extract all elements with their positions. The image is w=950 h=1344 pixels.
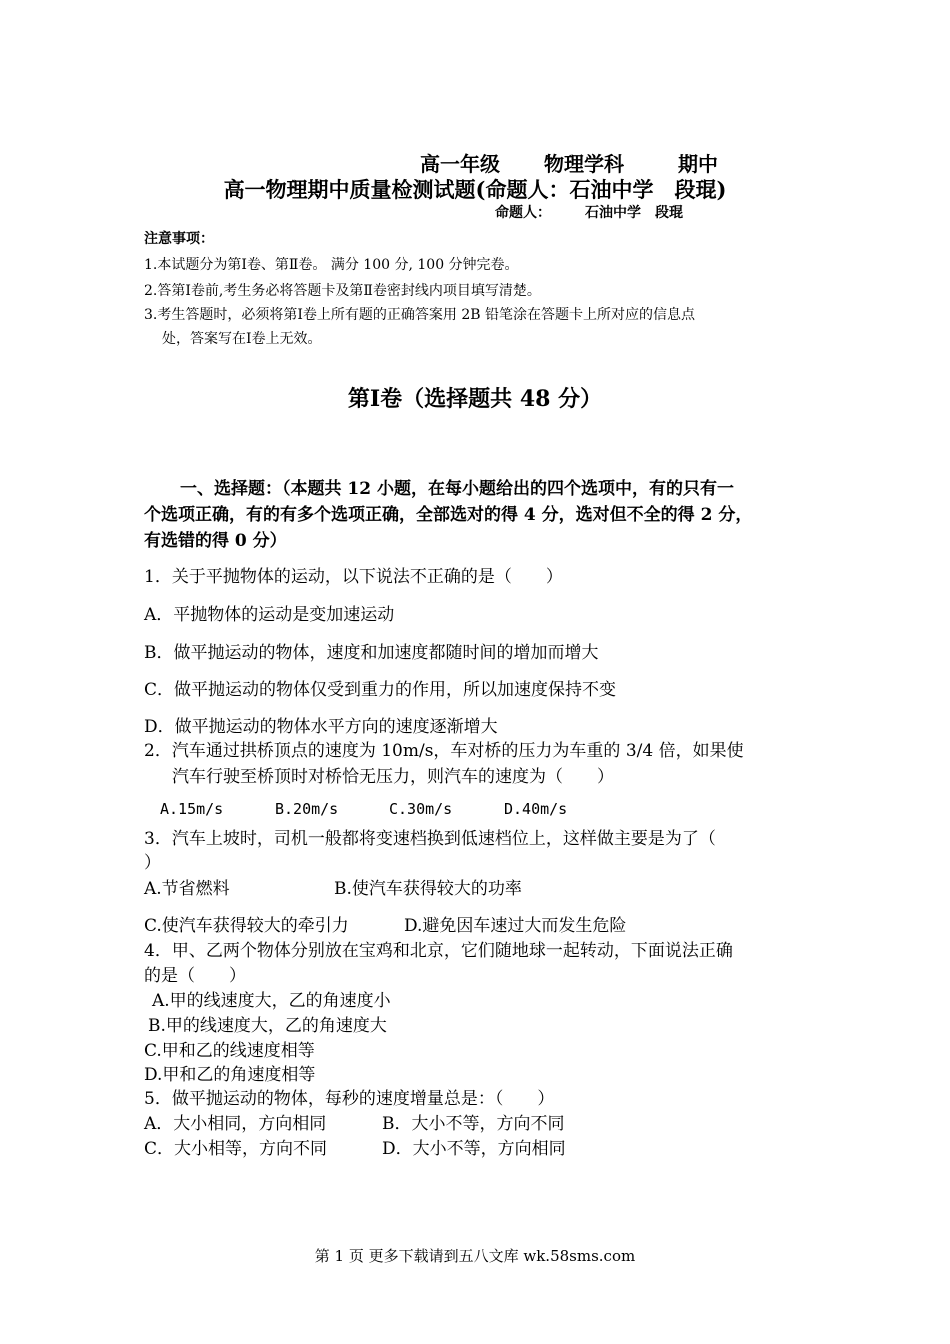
question-1-option-b: B．做平抛运动的物体，速度和加速度都随时间的增加而增大 bbox=[144, 643, 599, 663]
question-2-option-c: C.30m/s bbox=[389, 800, 453, 818]
question-4-option-d: D.甲和乙的角速度相等 bbox=[144, 1065, 316, 1085]
question-5-option-b: B．大小不等，方向不同 bbox=[382, 1114, 565, 1134]
question-4-option-c: C.甲和乙的线速度相等 bbox=[144, 1041, 315, 1061]
notice-item: 2.答第Ⅰ卷前,考生务必将答题卡及第Ⅱ卷密封线内项目填写清楚。 bbox=[144, 283, 541, 299]
author-label: 命题人： bbox=[495, 205, 551, 221]
question-3-option-d: D.避免因车速过大而发生危险 bbox=[404, 916, 627, 936]
question-2-option-a: A.15m/s bbox=[160, 800, 224, 818]
question-3-stem: ） bbox=[144, 853, 161, 873]
question-5-stem: 5．做平抛运动的物体，每秒的速度增量总是：（ ） bbox=[144, 1089, 555, 1109]
question-5-option-c: C．大小相等，方向不同 bbox=[144, 1139, 328, 1159]
subject-label: 物理学科 bbox=[544, 152, 624, 176]
section-intro-line: 有选错的得 0 分） bbox=[144, 531, 287, 551]
question-4-stem: 4．甲、乙两个物体分别放在宝鸡和北京，它们随地球一起转动，下面说法正确 bbox=[144, 941, 733, 961]
question-2-option-d: D.40m/s bbox=[504, 800, 568, 818]
notice-item: 1.本试题分为第Ⅰ卷、第Ⅱ卷。 满分 100 分, 100 分钟完卷。 bbox=[144, 257, 519, 273]
question-2-stem: 汽车行驶至桥顶时对桥恰无压力，则汽车的速度为（ ） bbox=[172, 767, 614, 787]
question-1-option-d: D．做平抛运动的物体水平方向的速度逐渐增大 bbox=[144, 717, 498, 737]
question-3-option-c: C.使汽车获得较大的牵引力 bbox=[144, 916, 349, 936]
question-1-option-c: C．做平抛运动的物体仅受到重力的作用，所以加速度保持不变 bbox=[144, 680, 617, 700]
section-intro-line: 一、选择题：（本题共 12 小题，在每小题给出的四个选项中，有的只有一 bbox=[180, 479, 734, 499]
question-3-option-a: A.节省燃料 bbox=[144, 879, 230, 899]
notice-item: 3.考生答题时，必须将第Ⅰ卷上所有题的正确答案用 2B 铅笔涂在答题卡上所对应的信息点 bbox=[144, 307, 695, 323]
question-1-stem: 1．关于平抛物体的运动，以下说法不正确的是（ ） bbox=[144, 567, 563, 587]
question-2-stem: 2．汽车通过拱桥顶点的速度为 10m/s，车对桥的压力为车重的 3/4 倍，如果使 bbox=[144, 741, 744, 761]
notice-item: 处，答案写在Ⅰ卷上无效。 bbox=[162, 331, 322, 347]
author-school: 石油中学 bbox=[585, 205, 641, 221]
author-line bbox=[495, 202, 683, 222]
question-3-option-b: B.使汽车获得较大的功率 bbox=[334, 879, 522, 899]
question-3-stem: 3．汽车上坡时，司机一般都将变速档换到低速档位上，这样做主要是为了（ bbox=[144, 829, 716, 849]
page-title: 高一物理期中质量检测试题(命题人：石油中学 段琨) bbox=[223, 177, 727, 202]
term-label: 期中 bbox=[678, 152, 718, 176]
page-footer: 第 1 页 更多下载请到五八文库 wk.58sms.com bbox=[314, 1247, 636, 1265]
author-name: 段琨 bbox=[655, 205, 683, 221]
section-intro-line: 个选项正确，有的有多个选项正确，全部选对的得 4 分，选对但不全的得 2 分， bbox=[144, 505, 753, 525]
section-title: 第Ⅰ卷（选择题共 48 分） bbox=[347, 386, 603, 412]
question-1-option-a: A．平抛物体的运动是变加速运动 bbox=[144, 605, 395, 625]
question-4-option-a: A.甲的线速度大，乙的角速度小 bbox=[152, 991, 391, 1011]
notice-title: 注意事项： bbox=[144, 231, 214, 247]
question-4-option-b: B.甲的线速度大，乙的角速度大 bbox=[148, 1016, 387, 1036]
question-5-option-d: D．大小不等，方向相同 bbox=[382, 1139, 566, 1159]
header-line bbox=[420, 148, 718, 177]
question-4-stem: 的是（ ） bbox=[144, 966, 246, 986]
question-2-option-b: B.20m/s bbox=[275, 800, 339, 818]
grade-label: 高一年级 bbox=[420, 152, 500, 176]
question-5-option-a: A．大小相同，方向相同 bbox=[144, 1114, 327, 1134]
